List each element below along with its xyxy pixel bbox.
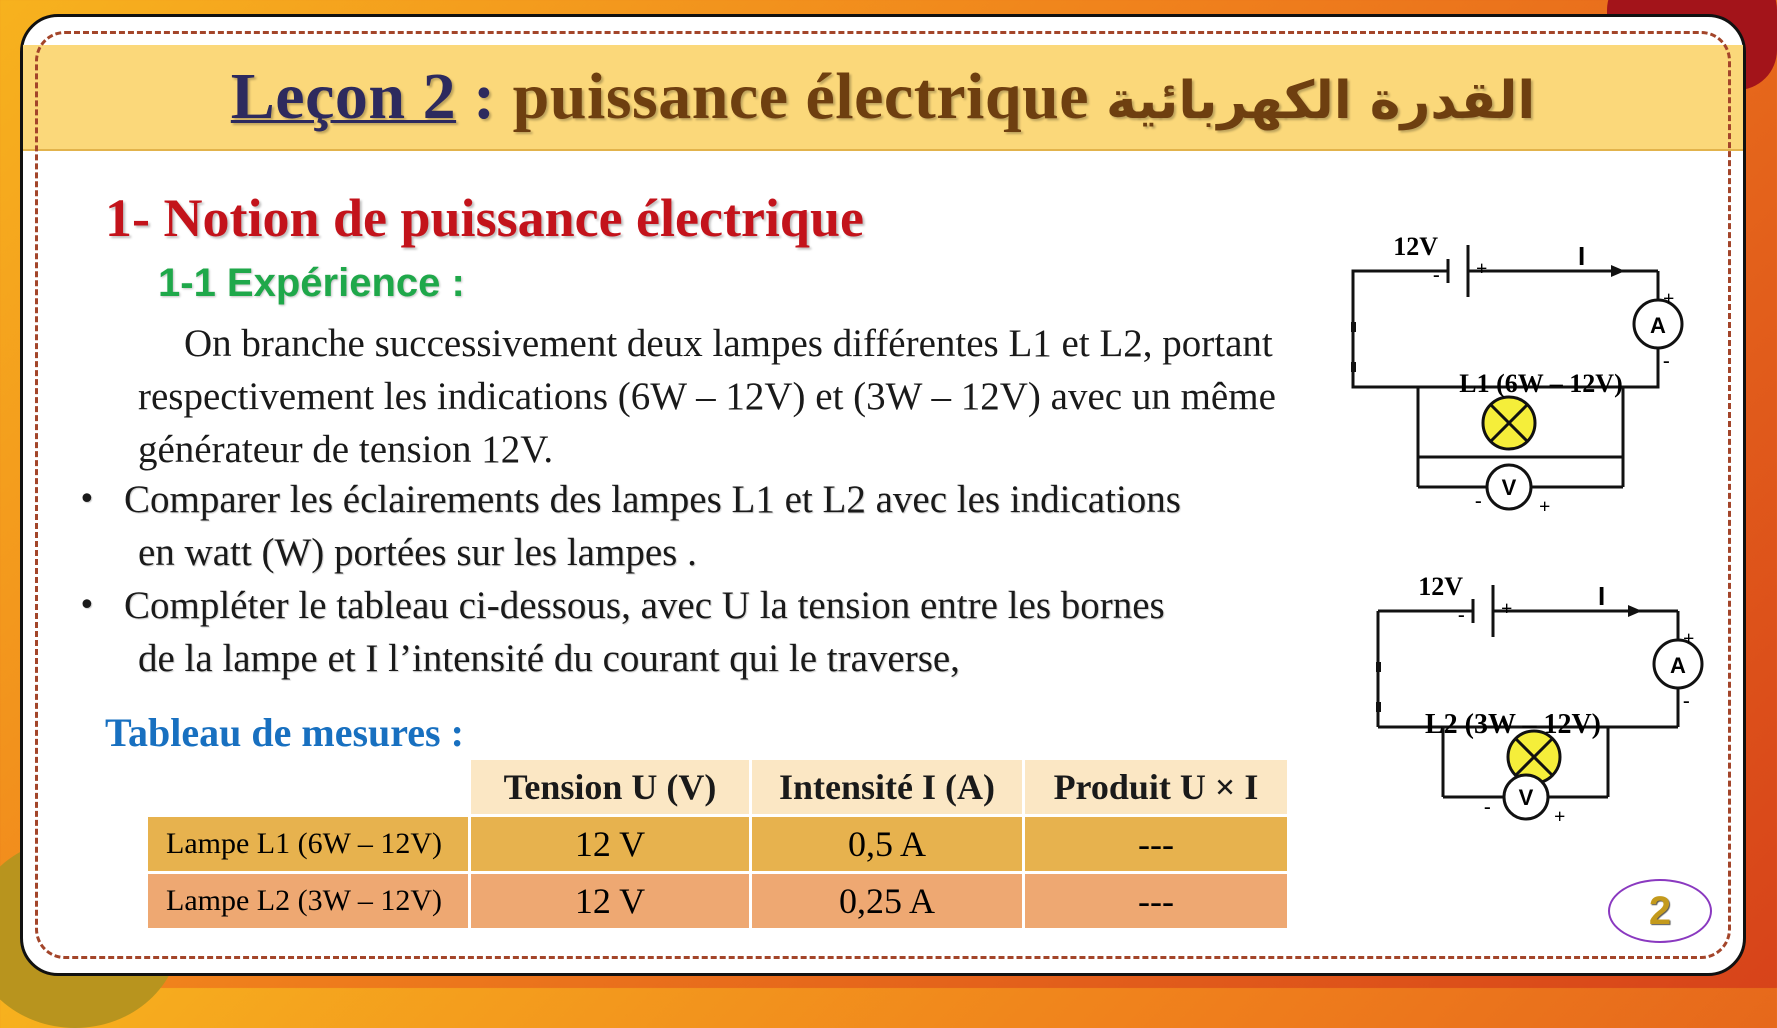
lamp-icon: [1483, 397, 1535, 449]
bullet-line: de la lampe et I l’intensité du courant qui le traverse,: [138, 637, 960, 680]
row-label: Lampe L1 (6W – 12V): [147, 816, 470, 873]
voltmeter-plus: +: [1554, 806, 1566, 828]
slide-card: [20, 14, 1746, 976]
section-heading: 1- Notion de puissance électrique: [105, 188, 864, 248]
bullet-complete: [78, 579, 1324, 685]
bullet-compare: [78, 473, 1324, 579]
table-row: [147, 873, 1289, 930]
voltmeter-label: V: [1501, 475, 1517, 500]
ammeter-plus: +: [1663, 288, 1675, 310]
table-header-row: [147, 759, 1289, 816]
bullet-dot: •: [78, 482, 96, 517]
ammeter-plus: +: [1683, 628, 1695, 650]
measures-table: [145, 757, 1290, 931]
lamp-label: L2 (3W – 12V): [1424, 709, 1602, 740]
bullet-line: Compléter le tableau ci-dessous, avec U la tension entre les bornes: [124, 584, 1165, 627]
bullet-line: en watt (W) portées sur les lampes .: [138, 531, 697, 574]
current-label: I: [1598, 581, 1606, 611]
circuit-diagram-lamp1: [1333, 227, 1675, 518]
ammeter-minus: -: [1663, 350, 1670, 372]
bullet-dot: •: [78, 588, 96, 623]
subsection-heading: 1-1 Expérience :: [158, 261, 465, 305]
experiment-paragraph: On branche successivement deux lampes différentes L1 et L2, portant respectivement les indications (6W – 12V) et (3W – 12V) avec un même générateur de tension 12V.: [138, 322, 1276, 471]
ammeter-label: A: [1670, 653, 1686, 678]
lesson-number: Leçon 2: [230, 60, 457, 133]
battery-plus-sign: +: [1501, 598, 1513, 620]
table-cell: 12 V: [470, 816, 751, 873]
generator-voltage: 12V: [1418, 572, 1463, 601]
table-cell: ---: [1024, 816, 1289, 873]
table-cell: ---: [1024, 873, 1289, 930]
ammeter-label: A: [1650, 313, 1666, 338]
current-arrow: [1628, 605, 1642, 617]
battery-minus-sign: -: [1458, 604, 1465, 626]
page-number: 2: [1608, 879, 1712, 943]
table-row: [147, 816, 1289, 873]
voltmeter-minus: -: [1484, 796, 1491, 818]
circuit-diagram-lamp2: [1358, 567, 1695, 857]
page-title: [23, 59, 1743, 135]
title-colon: :: [473, 60, 496, 133]
voltmeter-minus: -: [1475, 490, 1482, 512]
voltmeter-plus: +: [1539, 496, 1551, 518]
battery-plus-sign: +: [1476, 258, 1488, 280]
generator-voltage: 12V: [1393, 232, 1438, 261]
table-title: Tableau de mesures :: [105, 710, 464, 755]
ammeter-minus: -: [1683, 690, 1690, 712]
lesson-topic-arabic: القدرة الكهربائية: [1106, 71, 1536, 131]
table-header: Tension U (V): [470, 759, 751, 816]
table-header: Intensité I (A): [751, 759, 1024, 816]
current-arrow: [1611, 265, 1625, 277]
row-label: Lampe L2 (3W – 12V): [147, 873, 470, 930]
bullet-line: Comparer les éclairements des lampes L1 et L2 avec les indications: [124, 478, 1181, 521]
battery-minus-sign: -: [1433, 264, 1440, 286]
table-cell: 0,25 A: [751, 873, 1024, 930]
table-cell: 12 V: [470, 873, 751, 930]
lesson-topic: puissance électrique: [512, 60, 1090, 133]
current-label: I: [1578, 241, 1586, 271]
table-header-empty: [147, 759, 470, 816]
voltmeter-label: V: [1518, 785, 1534, 810]
table-header: Produit U × I: [1024, 759, 1289, 816]
lamp-label: L1 (6W – 12V): [1459, 369, 1623, 398]
table-cell: 0,5 A: [751, 816, 1024, 873]
